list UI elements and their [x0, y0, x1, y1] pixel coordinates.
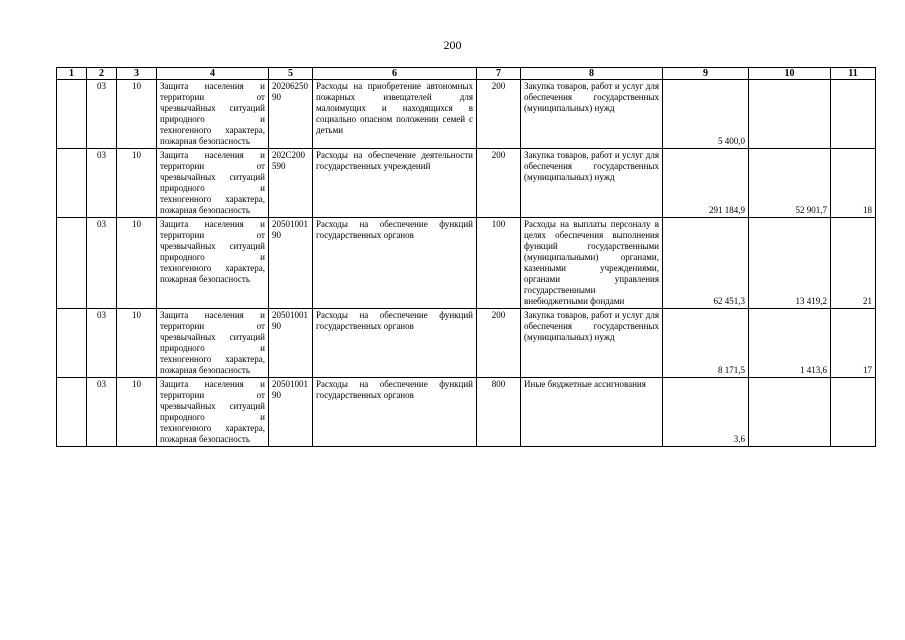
- cell-expense-type-name: Закупка товаров, работ и услуг для обеспечения государственных (муниципальных) нужд: [521, 149, 663, 218]
- cell-target-name: Расходы на приобретение автономных пожарных извещателей для малоимущих и находящихся в социально опасном положении семей с детьми: [313, 80, 477, 149]
- cell-col1: [57, 80, 87, 149]
- cell-expense-type: 100: [477, 218, 521, 309]
- cell-amount: 8 171,5: [663, 309, 749, 378]
- cell-section-name: Защита населения и территории от чрезвычайных ситуаций природного и техногенного характера, пожарная безопасность: [157, 378, 269, 447]
- cell-target-name: Расходы на обеспечение деятельности государственных учреждений: [313, 149, 477, 218]
- table-row: [57, 149, 876, 218]
- cell-col1: [57, 218, 87, 309]
- cell-subsection: 10: [117, 218, 157, 309]
- column-header: 8: [521, 68, 663, 80]
- table-row: [57, 218, 876, 309]
- cell-subsection: 10: [117, 378, 157, 447]
- cell-amount: 3,6: [663, 378, 749, 447]
- cell-amount: 5 400,0: [663, 80, 749, 149]
- cell-section-name: Защита населения и территории от чрезвычайных ситуаций природного и техногенного характера, пожарная безопасность: [157, 218, 269, 309]
- cell-subsection: 10: [117, 80, 157, 149]
- cell-subsection: 10: [117, 309, 157, 378]
- cell-amount: 291 184,9: [663, 149, 749, 218]
- budget-table: [56, 67, 876, 447]
- cell-expense-type-name: Иные бюджетные ассигнования: [521, 378, 663, 447]
- column-header: 10: [749, 68, 831, 80]
- cell-section: 03: [87, 80, 117, 149]
- cell-target-code: 2050100190: [269, 218, 313, 309]
- cell-amount-2: 52 901,7: [749, 149, 831, 218]
- column-header: 6: [313, 68, 477, 80]
- cell-section-name: Защита населения и территории от чрезвычайных ситуаций природного и техногенного характера, пожарная безопасность: [157, 149, 269, 218]
- column-header: 4: [157, 68, 269, 80]
- cell-section: 03: [87, 378, 117, 447]
- cell-target-name: Расходы на обеспечение функций государственных органов: [313, 218, 477, 309]
- column-header: 1: [57, 68, 87, 80]
- cell-count: 17: [831, 309, 876, 378]
- cell-target-code: 2020625090: [269, 80, 313, 149]
- column-header: 11: [831, 68, 876, 80]
- column-header: 2: [87, 68, 117, 80]
- cell-count: [831, 378, 876, 447]
- cell-amount-2: [749, 80, 831, 149]
- cell-expense-type-name: Расходы на выплаты персоналу в целях обеспечения выполнения функций государственными (муниципальными) органами, казенными учреждениями, органами управления государственными внебюджетными фондами: [521, 218, 663, 309]
- cell-amount-2: 1 413,6: [749, 309, 831, 378]
- cell-expense-type: 200: [477, 309, 521, 378]
- cell-count: 21: [831, 218, 876, 309]
- cell-expense-type: 200: [477, 80, 521, 149]
- page-number: 200: [443, 38, 462, 52]
- cell-section-name: Защита населения и территории от чрезвычайных ситуаций природного и техногенного характера, пожарная безопасность: [157, 80, 269, 149]
- cell-col1: [57, 378, 87, 447]
- header-row: [57, 68, 876, 80]
- cell-expense-type: 800: [477, 378, 521, 447]
- cell-amount: 62 451,3: [663, 218, 749, 309]
- cell-col1: [57, 149, 87, 218]
- cell-target-name: Расходы на обеспечение функций государственных органов: [313, 309, 477, 378]
- cell-expense-type: 200: [477, 149, 521, 218]
- cell-col1: [57, 309, 87, 378]
- table-row: [57, 309, 876, 378]
- cell-section: 03: [87, 218, 117, 309]
- cell-expense-type-name: Закупка товаров, работ и услуг для обеспечения государственных (муниципальных) нужд: [521, 309, 663, 378]
- cell-target-code: 202С200590: [269, 149, 313, 218]
- cell-amount-2: 13 419,2: [749, 218, 831, 309]
- cell-target-code: 2050100190: [269, 309, 313, 378]
- cell-count: [831, 80, 876, 149]
- column-header: 5: [269, 68, 313, 80]
- cell-count: 18: [831, 149, 876, 218]
- column-header: 7: [477, 68, 521, 80]
- cell-target-code: 2050100190: [269, 378, 313, 447]
- cell-section: 03: [87, 149, 117, 218]
- cell-section-name: Защита населения и территории от чрезвычайных ситуаций природного и техногенного характера, пожарная безопасность: [157, 309, 269, 378]
- cell-target-name: Расходы на обеспечение функций государственных органов: [313, 378, 477, 447]
- cell-amount-2: [749, 378, 831, 447]
- column-header: 9: [663, 68, 749, 80]
- table-row: [57, 80, 876, 149]
- column-header: 3: [117, 68, 157, 80]
- cell-expense-type-name: Закупка товаров, работ и услуг для обеспечения государственных (муниципальных) нужд: [521, 80, 663, 149]
- table-row: [57, 378, 876, 447]
- cell-subsection: 10: [117, 149, 157, 218]
- cell-section: 03: [87, 309, 117, 378]
